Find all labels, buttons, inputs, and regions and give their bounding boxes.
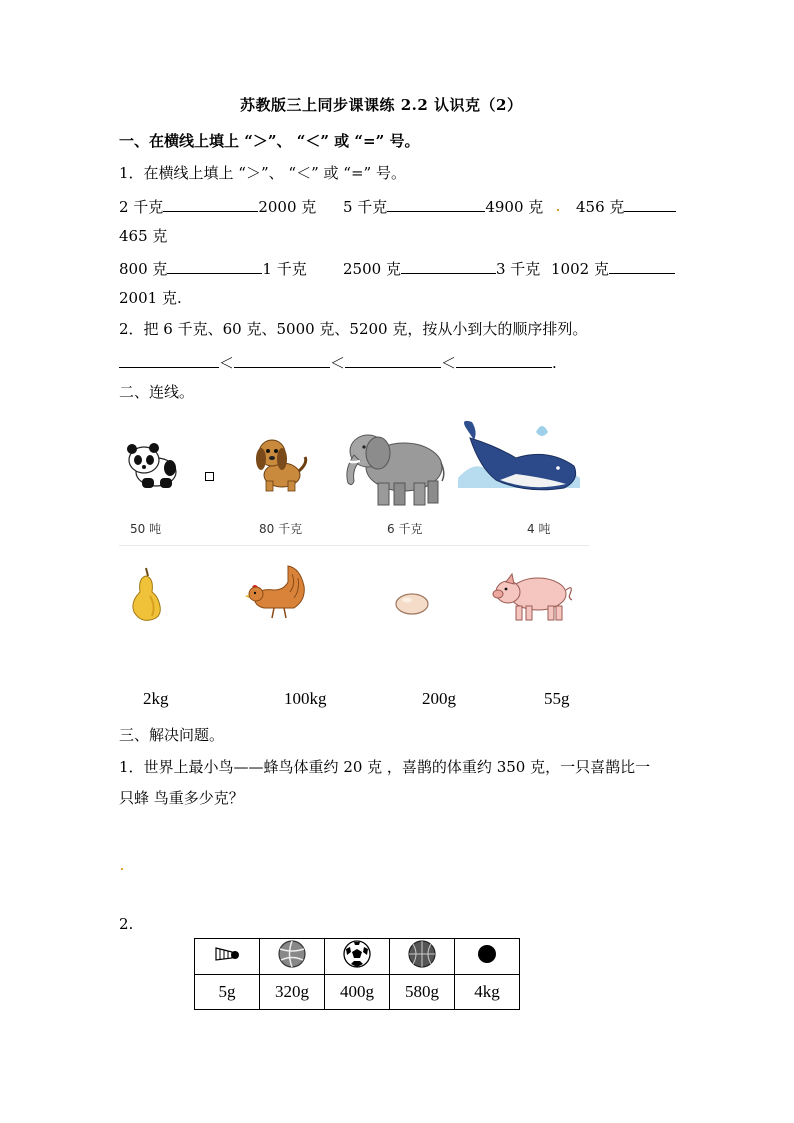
elephant-image [338,425,448,510]
compare-row-2 [119,259,307,278]
weight-label-6: 100kg [284,689,327,708]
table-cell [195,939,260,975]
answer-blank-5[interactable] [401,259,496,274]
table-row-icons [195,939,520,975]
compare-right-3: 465 克 [119,227,168,245]
pig-image [492,570,576,622]
compare-row-1 [119,197,316,216]
divider [119,545,589,546]
compare-row-1c [576,197,676,216]
weight-cell-2: 320g [260,975,325,1010]
page-title: 苏教版三上同步课课练 2.2 认识克（2） [240,96,523,114]
less-than-3: ＜ [441,354,457,372]
stray-dot-2 [121,868,123,870]
ball-weight-table [194,938,520,1010]
table-row-weights [195,975,520,1010]
answer-blank-2[interactable] [387,197,485,212]
less-than-1: ＜ [219,354,235,372]
table-cell [260,939,325,975]
section2-heading: 二、连线。 [119,383,195,401]
order-row [119,353,557,372]
volleyball-icon [277,939,307,969]
weight-label-7: 200g [422,689,456,708]
less-than-2: ＜ [330,354,346,372]
compare-right-2: 4900 克 [485,198,544,216]
compare-right-5: 3 千克 [495,260,541,278]
weight-label-3: 6 千克 [387,522,423,536]
compare-right-4: 1 千克 [262,260,307,278]
shot-put-icon [476,943,498,965]
order-blank-2[interactable] [234,353,330,368]
answer-blank-1[interactable] [163,197,258,212]
hen-image [244,562,310,620]
q1-label: 1．在横线上填上 “＞”、 “＜” 或 “=” 号。 [119,164,406,182]
compare-left-2: 5 千克 [343,198,388,216]
weight-label-2: 80 千克 [259,522,303,536]
table-cell [325,939,390,975]
order-blank-4[interactable] [456,353,552,368]
q3-1-line1: 1．世界上最小鸟——蜂鸟体重约 20 克 ，喜鹊的体重约 350 克，一只喜鹊比一 [119,758,651,776]
table-cell [390,939,455,975]
section1-heading: 一、在横线上填上 “＞”、 “＜” 或 “=” 号。 [119,132,420,150]
weight-label-4: 4 吨 [527,522,551,536]
compare-left-3: 456 克 [576,198,625,216]
order-end: . [552,354,557,372]
weight-label-8: 55g [544,689,570,708]
answer-blank-4[interactable] [167,259,262,274]
answer-blank-6[interactable] [609,259,675,274]
pear-image [128,566,164,622]
dog-image [252,433,308,493]
small-square [205,472,214,481]
answer-blank-3[interactable] [624,197,676,212]
compare-left-5: 2500 克 [343,260,401,278]
basketball-icon [407,939,437,969]
egg-image [394,592,430,616]
q2-label: 2．把 6 千克、60 克、5000 克、5200 克，按从小到大的顺序排列。 [119,320,588,338]
compare-right-6: 2001 克. [119,289,182,307]
weight-label-1: 50 吨 [130,522,162,536]
q3-2-label: 2. [119,915,134,933]
section3-heading: 三、解决问题。 [119,726,225,744]
stray-dot [557,209,559,211]
weight-cell-1: 5g [195,975,260,1010]
panda-image [122,438,184,490]
compare-row-1b [343,197,543,216]
table-cell [455,939,520,975]
weight-label-5: 2kg [143,689,169,708]
compare-left-4: 800 克 [119,260,168,278]
compare-row-2c [551,259,675,278]
order-blank-1[interactable] [119,353,219,368]
compare-row-2b [343,259,540,278]
whale-image [456,418,582,496]
order-blank-3[interactable] [345,353,441,368]
weight-cell-3: 400g [325,975,390,1010]
compare-left-6: 1002 克 [551,260,609,278]
q3-1-line2: 只蜂 鸟重多少克？ [119,789,244,807]
shuttlecock-icon [214,944,240,964]
weight-cell-5: 4kg [455,975,520,1010]
weight-cell-4: 580g [390,975,455,1010]
football-icon [342,939,372,969]
compare-right-1: 2000 克 [258,198,317,216]
compare-left-1: 2 千克 [119,198,164,216]
